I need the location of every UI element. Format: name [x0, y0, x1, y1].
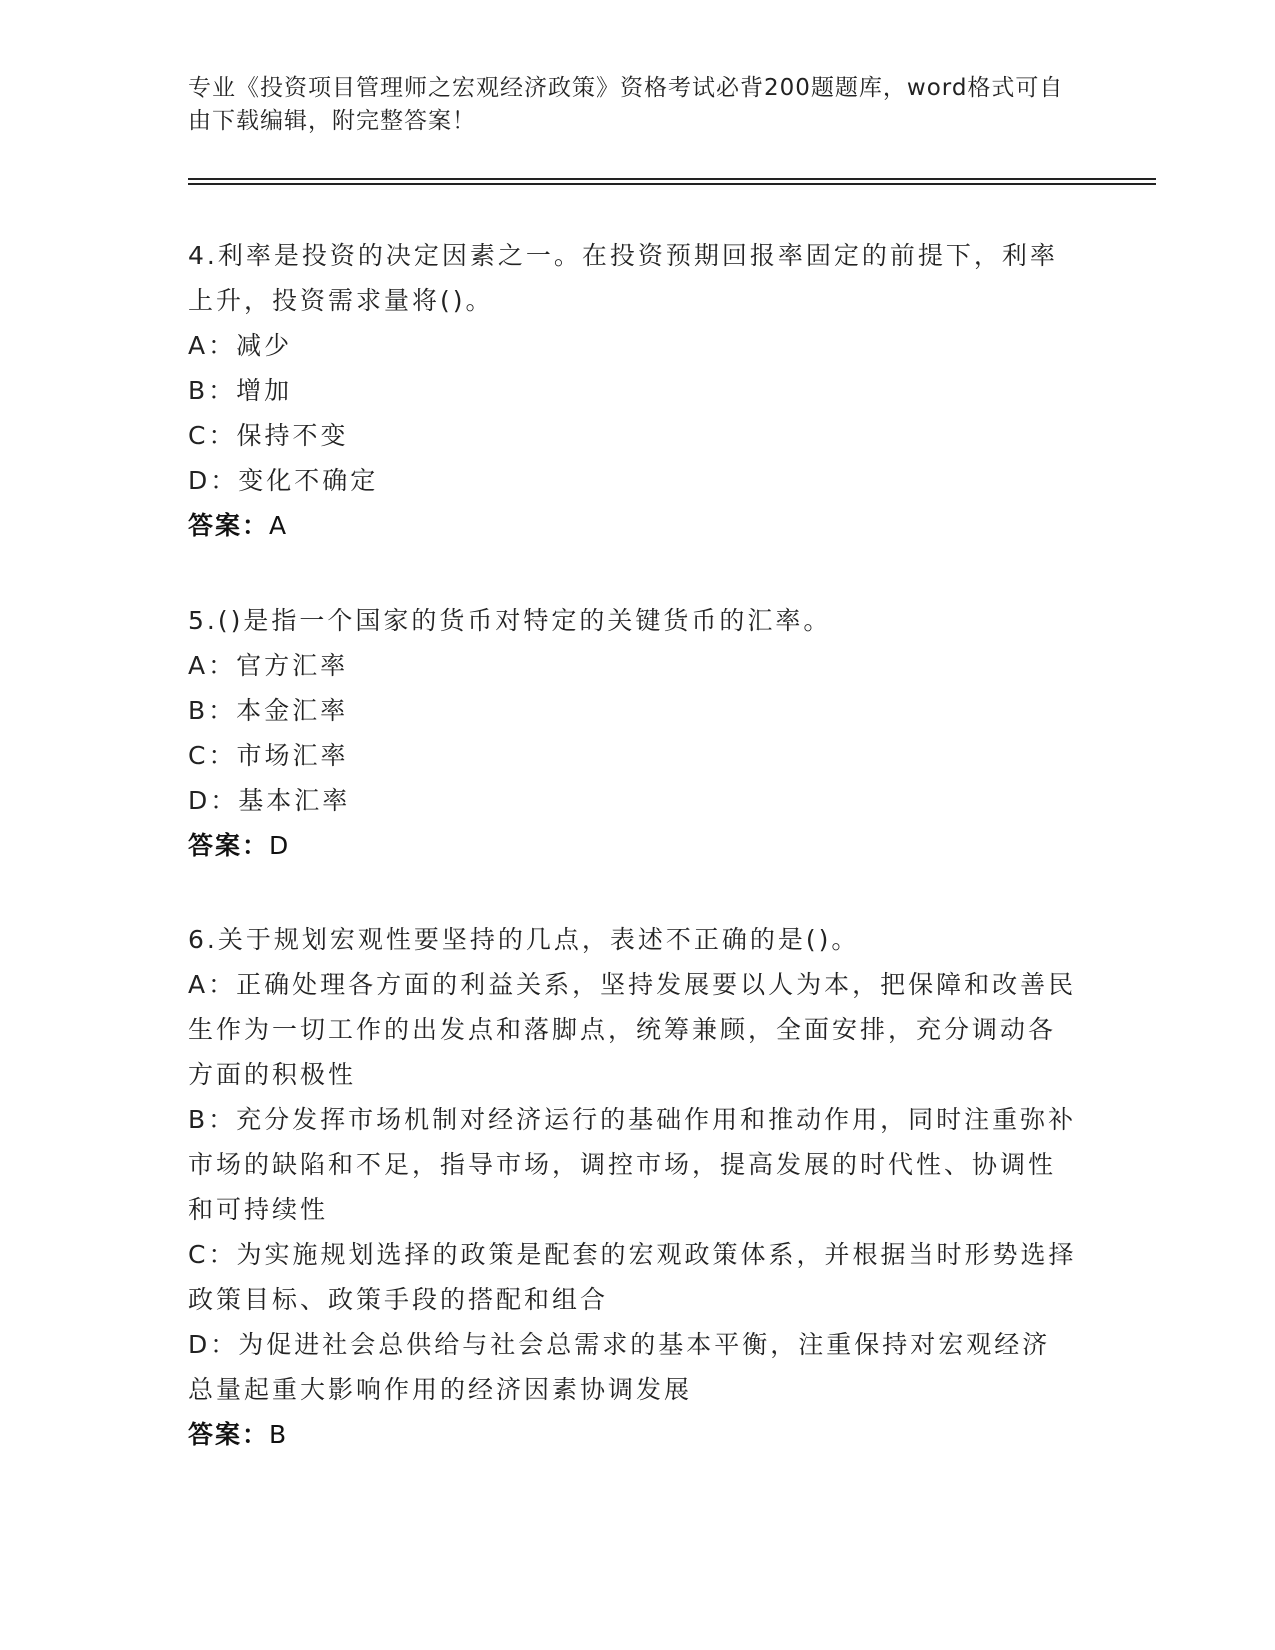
- answer-value: D: [269, 831, 291, 860]
- document-header: 专业《投资项目管理师之宏观经济政策》资格考试必背200题题库，word格式可自由下载编辑，附完整答案！: [188, 75, 1064, 134]
- header-divider-top: [188, 178, 1156, 180]
- header-divider-bottom: [188, 183, 1156, 185]
- option-d: D：变化不确定: [188, 466, 379, 495]
- option-c: C：保持不变: [188, 421, 349, 450]
- question-4: [188, 233, 1078, 548]
- answer-line: [188, 823, 1078, 868]
- option-a: A：减少: [188, 331, 293, 360]
- option-a: A：官方汇率: [188, 651, 349, 680]
- question-5: [188, 598, 1078, 868]
- answer-label: 答案：: [188, 1420, 270, 1449]
- option-b: B：增加: [188, 376, 293, 405]
- question-6: [188, 917, 1078, 1457]
- answer-value: A: [269, 511, 289, 540]
- option-c: C：为实施规划选择的政策是配套的宏观政策体系，并根据当时形势选择政策目标、政策手段的搭配和组合: [188, 1240, 1077, 1314]
- answer-line: [188, 503, 1078, 548]
- answer-label: 答案：: [188, 831, 270, 860]
- question-stem: 6.关于规划宏观性要坚持的几点，表述不正确的是()。: [188, 925, 860, 954]
- option-d: D：为促进社会总供给与社会总需求的基本平衡，注重保持对宏观经济总量起重大影响作用的经济因素协调发展: [188, 1330, 1051, 1404]
- option-b: B：充分发挥市场机制对经济运行的基础作用和推动作用，同时注重弥补市场的缺陷和不足，指导市场，调控市场，提高发展的时代性、协调性和可持续性: [188, 1105, 1077, 1224]
- question-stem: 5.()是指一个国家的货币对特定的关键货币的汇率。: [188, 606, 832, 635]
- answer-label: 答案：: [188, 511, 270, 540]
- answer-value: B: [269, 1420, 289, 1449]
- answer-line: [188, 1412, 1078, 1457]
- option-c: C：市场汇率: [188, 741, 349, 770]
- option-b: B：本金汇率: [188, 696, 349, 725]
- option-a: A：正确处理各方面的利益关系，坚持发展要以人为本，把保障和改善民生作为一切工作的出发点和落脚点，统筹兼顾，全面安排，充分调动各方面的积极性: [188, 970, 1077, 1089]
- question-stem: 4.利率是投资的决定因素之一。在投资预期回报率固定的前提下，利率上升，投资需求量将()。: [188, 241, 1058, 315]
- option-d: D：基本汇率: [188, 786, 351, 815]
